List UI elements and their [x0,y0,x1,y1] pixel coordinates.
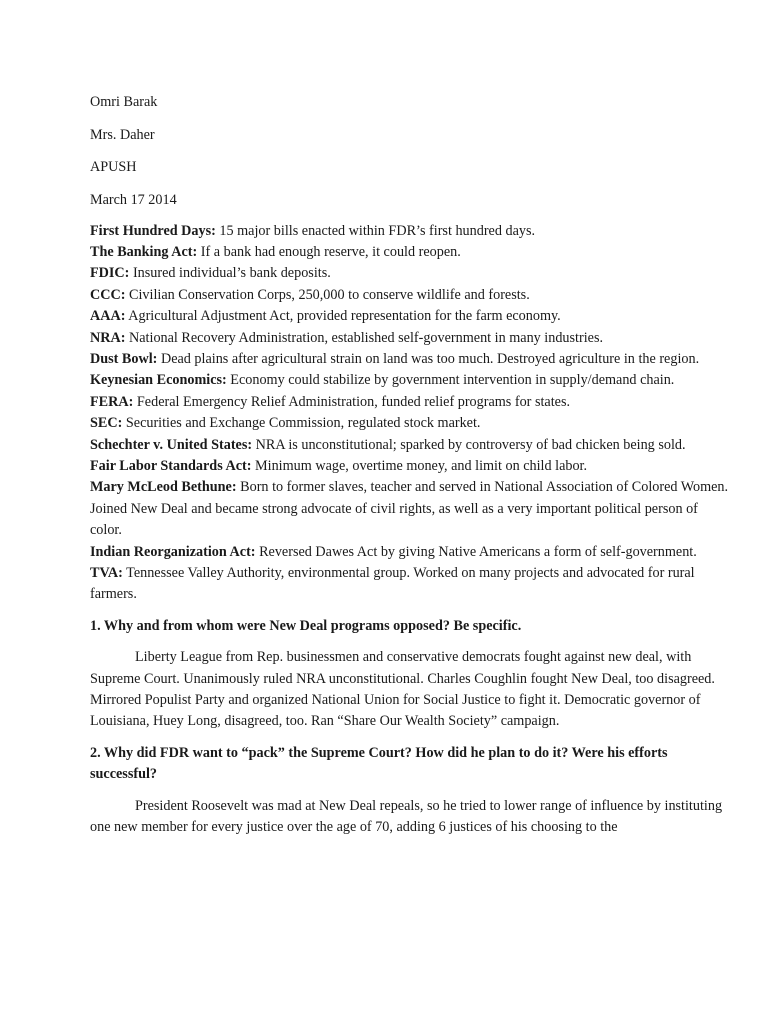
term-label: First Hundred Days: [90,222,216,239]
term-label: Keynesian Economics: [90,372,227,389]
term-definition: Securities and Exchange Commission, regulated stock market. [122,415,481,432]
term-label: Dust Bowl: [90,350,158,367]
list-item [90,242,730,263]
term-label: CCC: [90,286,126,303]
document-date: March 17 2014 [90,191,177,208]
list-item [90,542,730,563]
list-item [90,328,730,349]
list-item [90,435,730,456]
term-definition: Reversed Dawes Act by giving Native Americans a form of self-government. [255,543,697,560]
term-definition: Tennessee Valley Authority, environmental group. Worked on many projects and advocated for rural farmers. [90,565,695,603]
answer-paragraph: Liberty League from Rep. businessmen and conservative democrats fought against new deal, with Supreme Court. Unanimously ruled NRA unconstitutional. Charles Coughlin fought New Deal, too disagreed. Mirrored Populist Party and organized National Union for Social Justice to fight it. Democratic governor of Louisiana, Huey Long, disagreed, too. Ran “Share Our Wealth Society” campaign. [90,649,715,730]
course-name: APUSH [90,159,137,175]
term-definition: Minimum wage, overtime money, and limit on child labor. [251,457,588,474]
term-label: Indian Reorganization Act: [90,543,256,560]
term-label: NRA: [90,329,126,346]
term-definition: Insured individual’s bank deposits. [129,265,331,282]
term-label: FERA: [90,393,134,410]
term-definition: National Recovery Administration, established self-government in many industries. [125,329,604,346]
term-definition: If a bank had enough reserve, it could reopen. [197,243,461,260]
term-label: AAA: [90,308,126,325]
list-item [90,263,730,284]
term-definition: 15 major bills enacted within FDR’s first hundred days. [215,222,536,239]
term-label: SEC: [90,415,123,432]
list-item [90,370,730,391]
question-heading: 1. Why and from whom were New Deal programs opposed? Be specific. [90,617,522,634]
teacher-name: Mrs. Daher [90,126,155,143]
term-definition: Civilian Conservation Corps, 250,000 to conserve wildlife and forests. [125,286,530,303]
list-item [90,392,730,413]
term-definition: NRA is unconstitutional; sparked by controversy of bad chicken being sold. [252,436,686,453]
list-item [90,456,730,477]
term-definition: Economy could stabilize by government intervention in supply/demand chain. [226,372,675,389]
term-definition: Agricultural Adjustment Act, provided representation for the farm economy. [125,308,561,325]
list-item [90,285,730,306]
term-label: TVA: [90,565,123,581]
term-label: Mary McLeod Bethune: [90,479,237,496]
list-item [90,413,730,434]
list-item [90,477,730,541]
document-page [90,92,730,838]
student-name: Omri Barak [90,94,158,110]
answer-paragraph: President Roosevelt was mad at New Deal repeals, so he tried to lower range of influence by instituting one new member for every justice over the age of 70, adding 6 justices of his choosing to the [90,797,723,836]
term-definition: Born to former slaves, teacher and served in National Association of Colored Women. Joined New Deal and became strong advocate of civil rights, as well as a very important political person of color. [90,479,729,539]
list-item [90,349,730,370]
term-definition: Dead plains after agricultural strain on land was too much. Destroyed agriculture in the region. [157,350,700,367]
list-item [90,563,730,606]
term-label: Fair Labor Standards Act: [90,457,252,474]
list-item [90,306,730,327]
term-label: Schechter v. United States: [90,436,253,453]
list-item [90,221,730,242]
question-heading: 2. Why did FDR want to “pack” the Supreme Court? How did he plan to do it? Were his efforts successful? [90,744,668,783]
term-definition: Federal Emergency Relief Administration, funded relief programs for states. [133,393,571,410]
term-label: FDIC: [90,265,130,282]
term-label: The Banking Act: [90,243,198,260]
term-list [90,221,730,606]
